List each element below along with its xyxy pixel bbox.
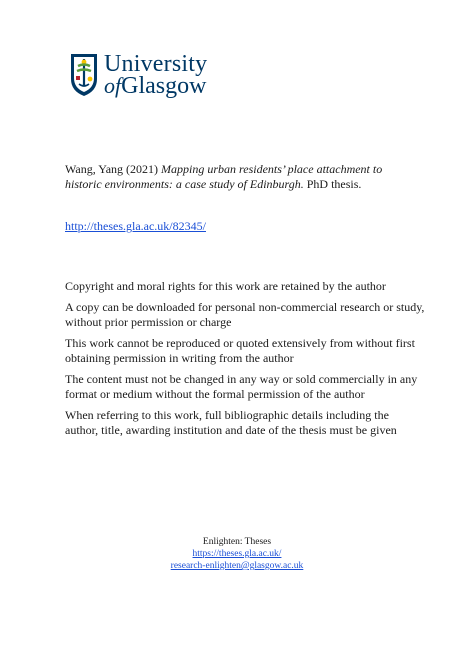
- footer-email-link[interactable]: research-enlighten@glasgow.ac.uk: [170, 561, 304, 571]
- wordmark-name: Glasgow: [121, 73, 207, 99]
- rights-paragraph: The content must not be changed in any way or sold commercially in any format or medium without the formal permission of the author: [65, 372, 418, 401]
- citation-title: Mapping urban residents’ place attachment to historic environments: a case study of Edinburgh.: [65, 162, 383, 191]
- rights-paragraph: A copy can be downloaded for personal non-commercial research or study, without prior permission or charge: [65, 300, 425, 329]
- citation-author: Wang, Yang (2021): [65, 162, 162, 176]
- rights-paragraph: When referring to this work, full bibliographic details including the author, title, awarding institution and date of the thesis must be given: [65, 408, 397, 437]
- rights-statement: [65, 279, 425, 444]
- university-logo: [70, 53, 220, 103]
- thesis-link[interactable]: http://theses.gla.ac.uk/82345/: [65, 219, 206, 233]
- wordmark-glasgow: [104, 75, 207, 97]
- wordmark: [104, 53, 207, 97]
- wordmark-university: University: [104, 51, 208, 77]
- rights-paragraph: This work cannot be reproduced or quoted extensively from without first obtaining permission in writing from the author: [65, 336, 415, 365]
- university-crest-icon: [70, 53, 98, 97]
- footer-label: Enlighten: Theses: [202, 537, 272, 547]
- wordmark-of: of: [104, 73, 122, 98]
- citation: [65, 162, 420, 192]
- rights-paragraph: Copyright and moral rights for this work are retained by the author: [65, 279, 386, 293]
- footer: [0, 536, 474, 572]
- footer-site-link[interactable]: https://theses.gla.ac.uk/: [192, 549, 282, 559]
- citation-type: PhD thesis.: [303, 177, 362, 191]
